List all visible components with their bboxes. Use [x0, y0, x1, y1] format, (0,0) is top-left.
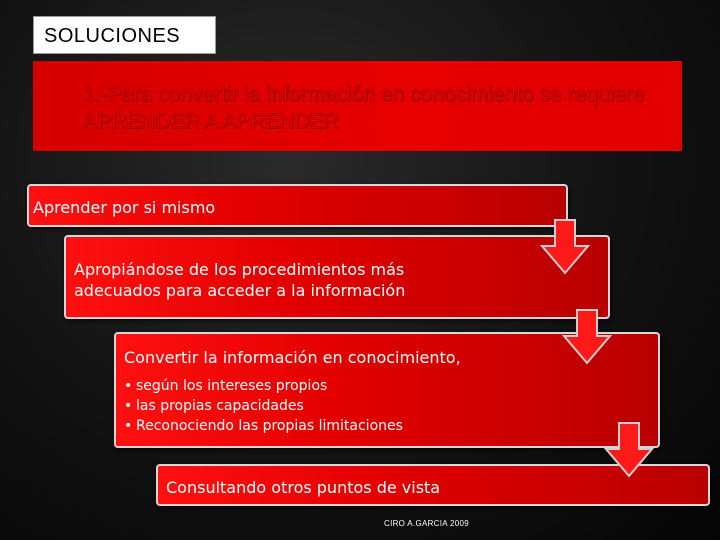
step-box-1 — [27, 184, 568, 227]
bullet-glyph: • — [124, 398, 133, 414]
bullet-glyph: • — [124, 418, 133, 434]
down-arrow-icon — [540, 218, 590, 276]
slide-title: SOLUCIONES — [44, 25, 181, 47]
down-arrow-icon — [604, 421, 654, 479]
step-3-text: Convertir la información en conocimiento, — [124, 348, 461, 367]
bullet-text: según los intereses propios — [136, 378, 328, 394]
main-statement-text: 1.-Para convertir la información en conocimiento se requiere APRENDER A APRENDER — [83, 83, 645, 133]
step-box-2 — [64, 235, 610, 319]
step-4-text: Consultando otros puntos de vista — [166, 478, 441, 497]
step-3-bullet-list — [124, 376, 403, 436]
bullet-item — [124, 376, 403, 396]
author-credit: CIRO A.GARCIA 2009 — [384, 519, 469, 528]
bullet-glyph: • — [124, 378, 133, 394]
main-statement-banner — [33, 61, 682, 151]
step-1-text: Aprender por si mismo — [33, 198, 216, 217]
bullet-item — [124, 396, 403, 416]
bullet-text: las propias capacidades — [136, 398, 304, 414]
step-2-text: Apropiándose de los procedimientos más adecuados para acceder a la información — [74, 260, 406, 300]
bullet-text: Reconociendo las propias limitaciones — [136, 418, 403, 434]
down-arrow-icon — [562, 308, 612, 366]
slide-title-box — [33, 16, 216, 54]
bullet-item — [124, 416, 403, 436]
